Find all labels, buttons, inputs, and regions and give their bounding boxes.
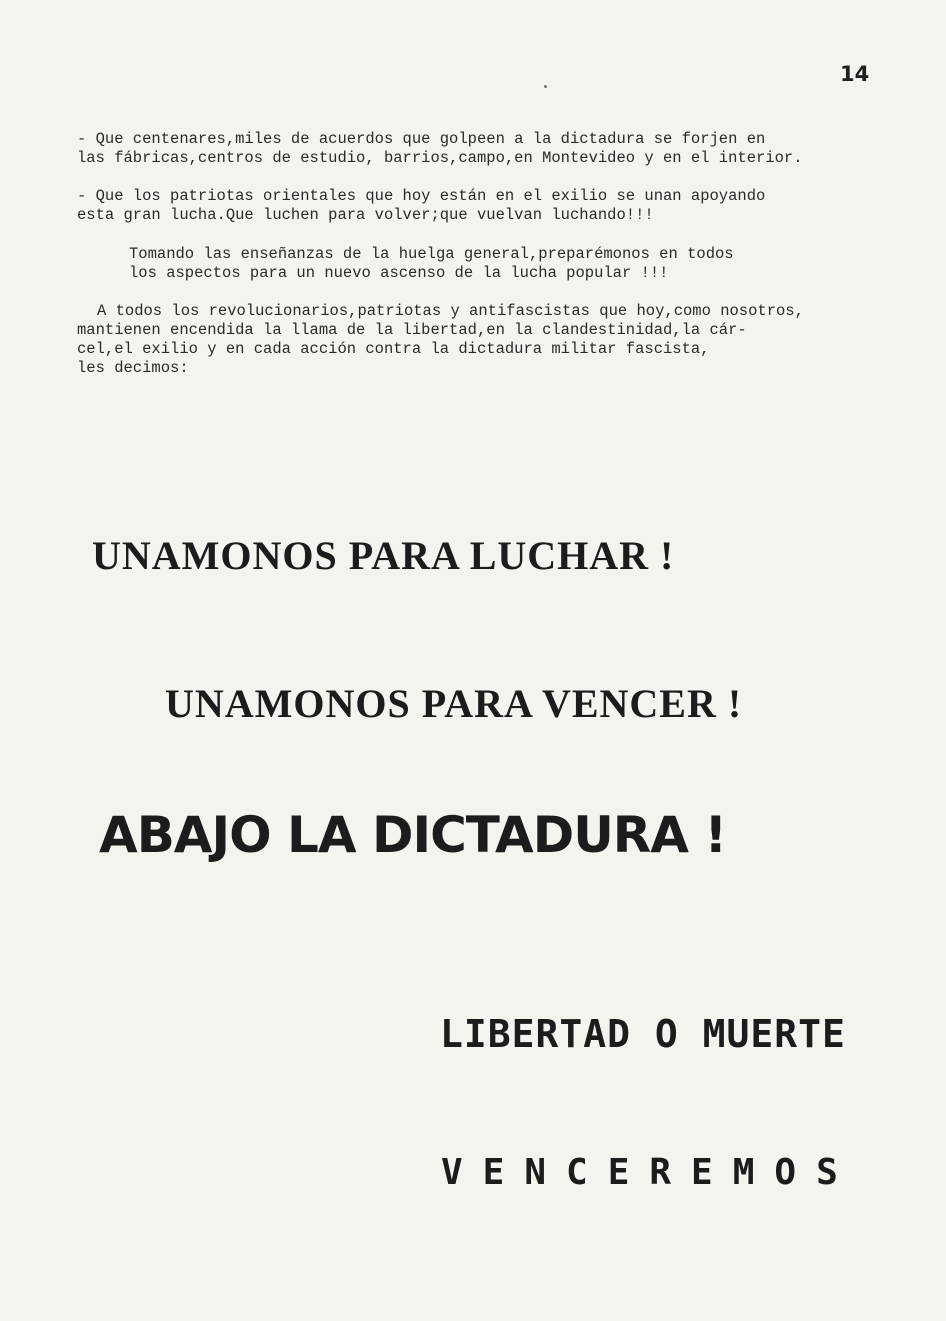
- paragraph-line: - Que centenares,miles de acuerdos que golpeen a la dictadura se forjen en: [77, 130, 766, 148]
- page-number: 14: [840, 62, 870, 86]
- paragraph-line: cel,el exilio y en cada acción contra la dictadura militar fascista,: [77, 340, 710, 358]
- paragraph-line: esta gran lucha.Que luchen para volver;que vuelvan luchando!!!: [77, 206, 654, 224]
- slogan-venceremos: VENCEREMOS: [441, 1152, 858, 1193]
- paragraph-line: Tomando las enseñanzas de la huelga general,preparémonos en todos: [129, 245, 734, 263]
- slogan-libertad-o-muerte: LIBERTAD O MUERTE: [440, 1012, 846, 1056]
- paragraph-line: les decimos:: [77, 359, 189, 377]
- paragraph-line: mantienen encendida la llama de la libertad,en la clandestinidad,la cár-: [77, 321, 747, 339]
- paragraph-line: A todos los revolucionarios,patriotas y antifascistas que hoy,como nosotros,: [97, 302, 804, 320]
- slogan-abajo-la-dictadura: ABAJO LA DICTADURA !: [99, 806, 727, 864]
- slogan-unamonos-vencer: UNAMONOS PARA VENCER !: [165, 681, 743, 726]
- paragraph-line: las fábricas,centros de estudio, barrios,campo,en Montevideo y en el interior.: [77, 149, 803, 167]
- scan-mark: [544, 85, 547, 88]
- slogan-unamonos-luchar: UNAMONOS PARA LUCHAR !: [92, 533, 675, 578]
- paragraph-line: los aspectos para un nuevo ascenso de la lucha popular !!!: [129, 264, 669, 282]
- paragraph-line: - Que los patriotas orientales que hoy están en el exilio se unan apoyando: [77, 187, 766, 205]
